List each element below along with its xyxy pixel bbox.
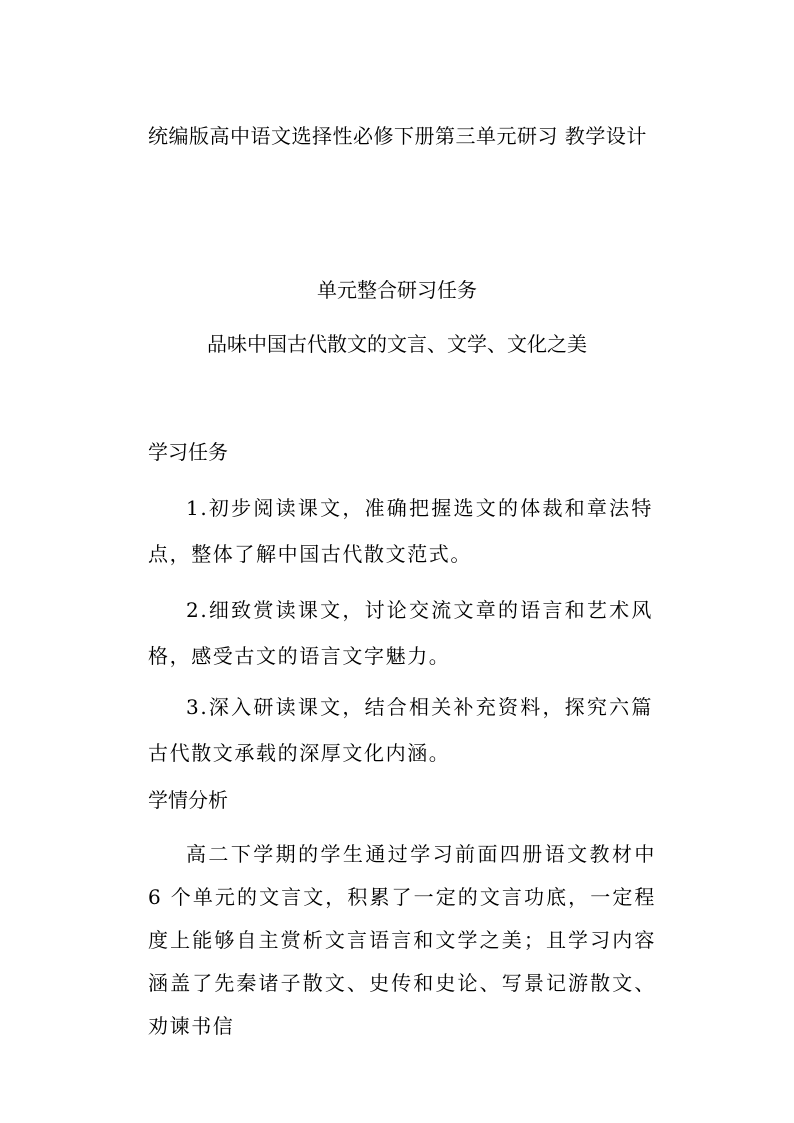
unit-task-heading: 单元整合研习任务 (317, 278, 477, 302)
learning-task-item-1: 1.初步阅读课文，准确把握选文的体裁和章法特点，整体了解中国古代散文范式。 (148, 496, 653, 566)
learning-task-item-3: 3.深入研读课文，结合相关补充资料，探究六篇古代散文承载的深厚文化内涵。 (148, 695, 653, 765)
student-analysis-heading: 学情分析 (148, 788, 228, 812)
unit-task-subtitle: 品味中国古代散文的文言、文学、文化之美 (207, 332, 587, 356)
learning-task-item-2: 2.细致赏读课文，讨论交流文章的语言和艺术风格，感受古文的语言文字魅力。 (148, 598, 653, 668)
student-analysis-paragraph: 高二下学期的学生通过学习前面四册语文教材中 6 个单元的文言文，积累了一定的文言功底，一定程度上能够自主赏析文言语言和文学之美；且学习内容涵盖了先秦诸子散文、史传和史论、写景记游散文、劝谏书信 (148, 842, 656, 1038)
document-title: 统编版高中语文选择性必修下册第三单元研习 教学设计 (148, 124, 647, 148)
learning-tasks-heading: 学习任务 (148, 440, 228, 464)
